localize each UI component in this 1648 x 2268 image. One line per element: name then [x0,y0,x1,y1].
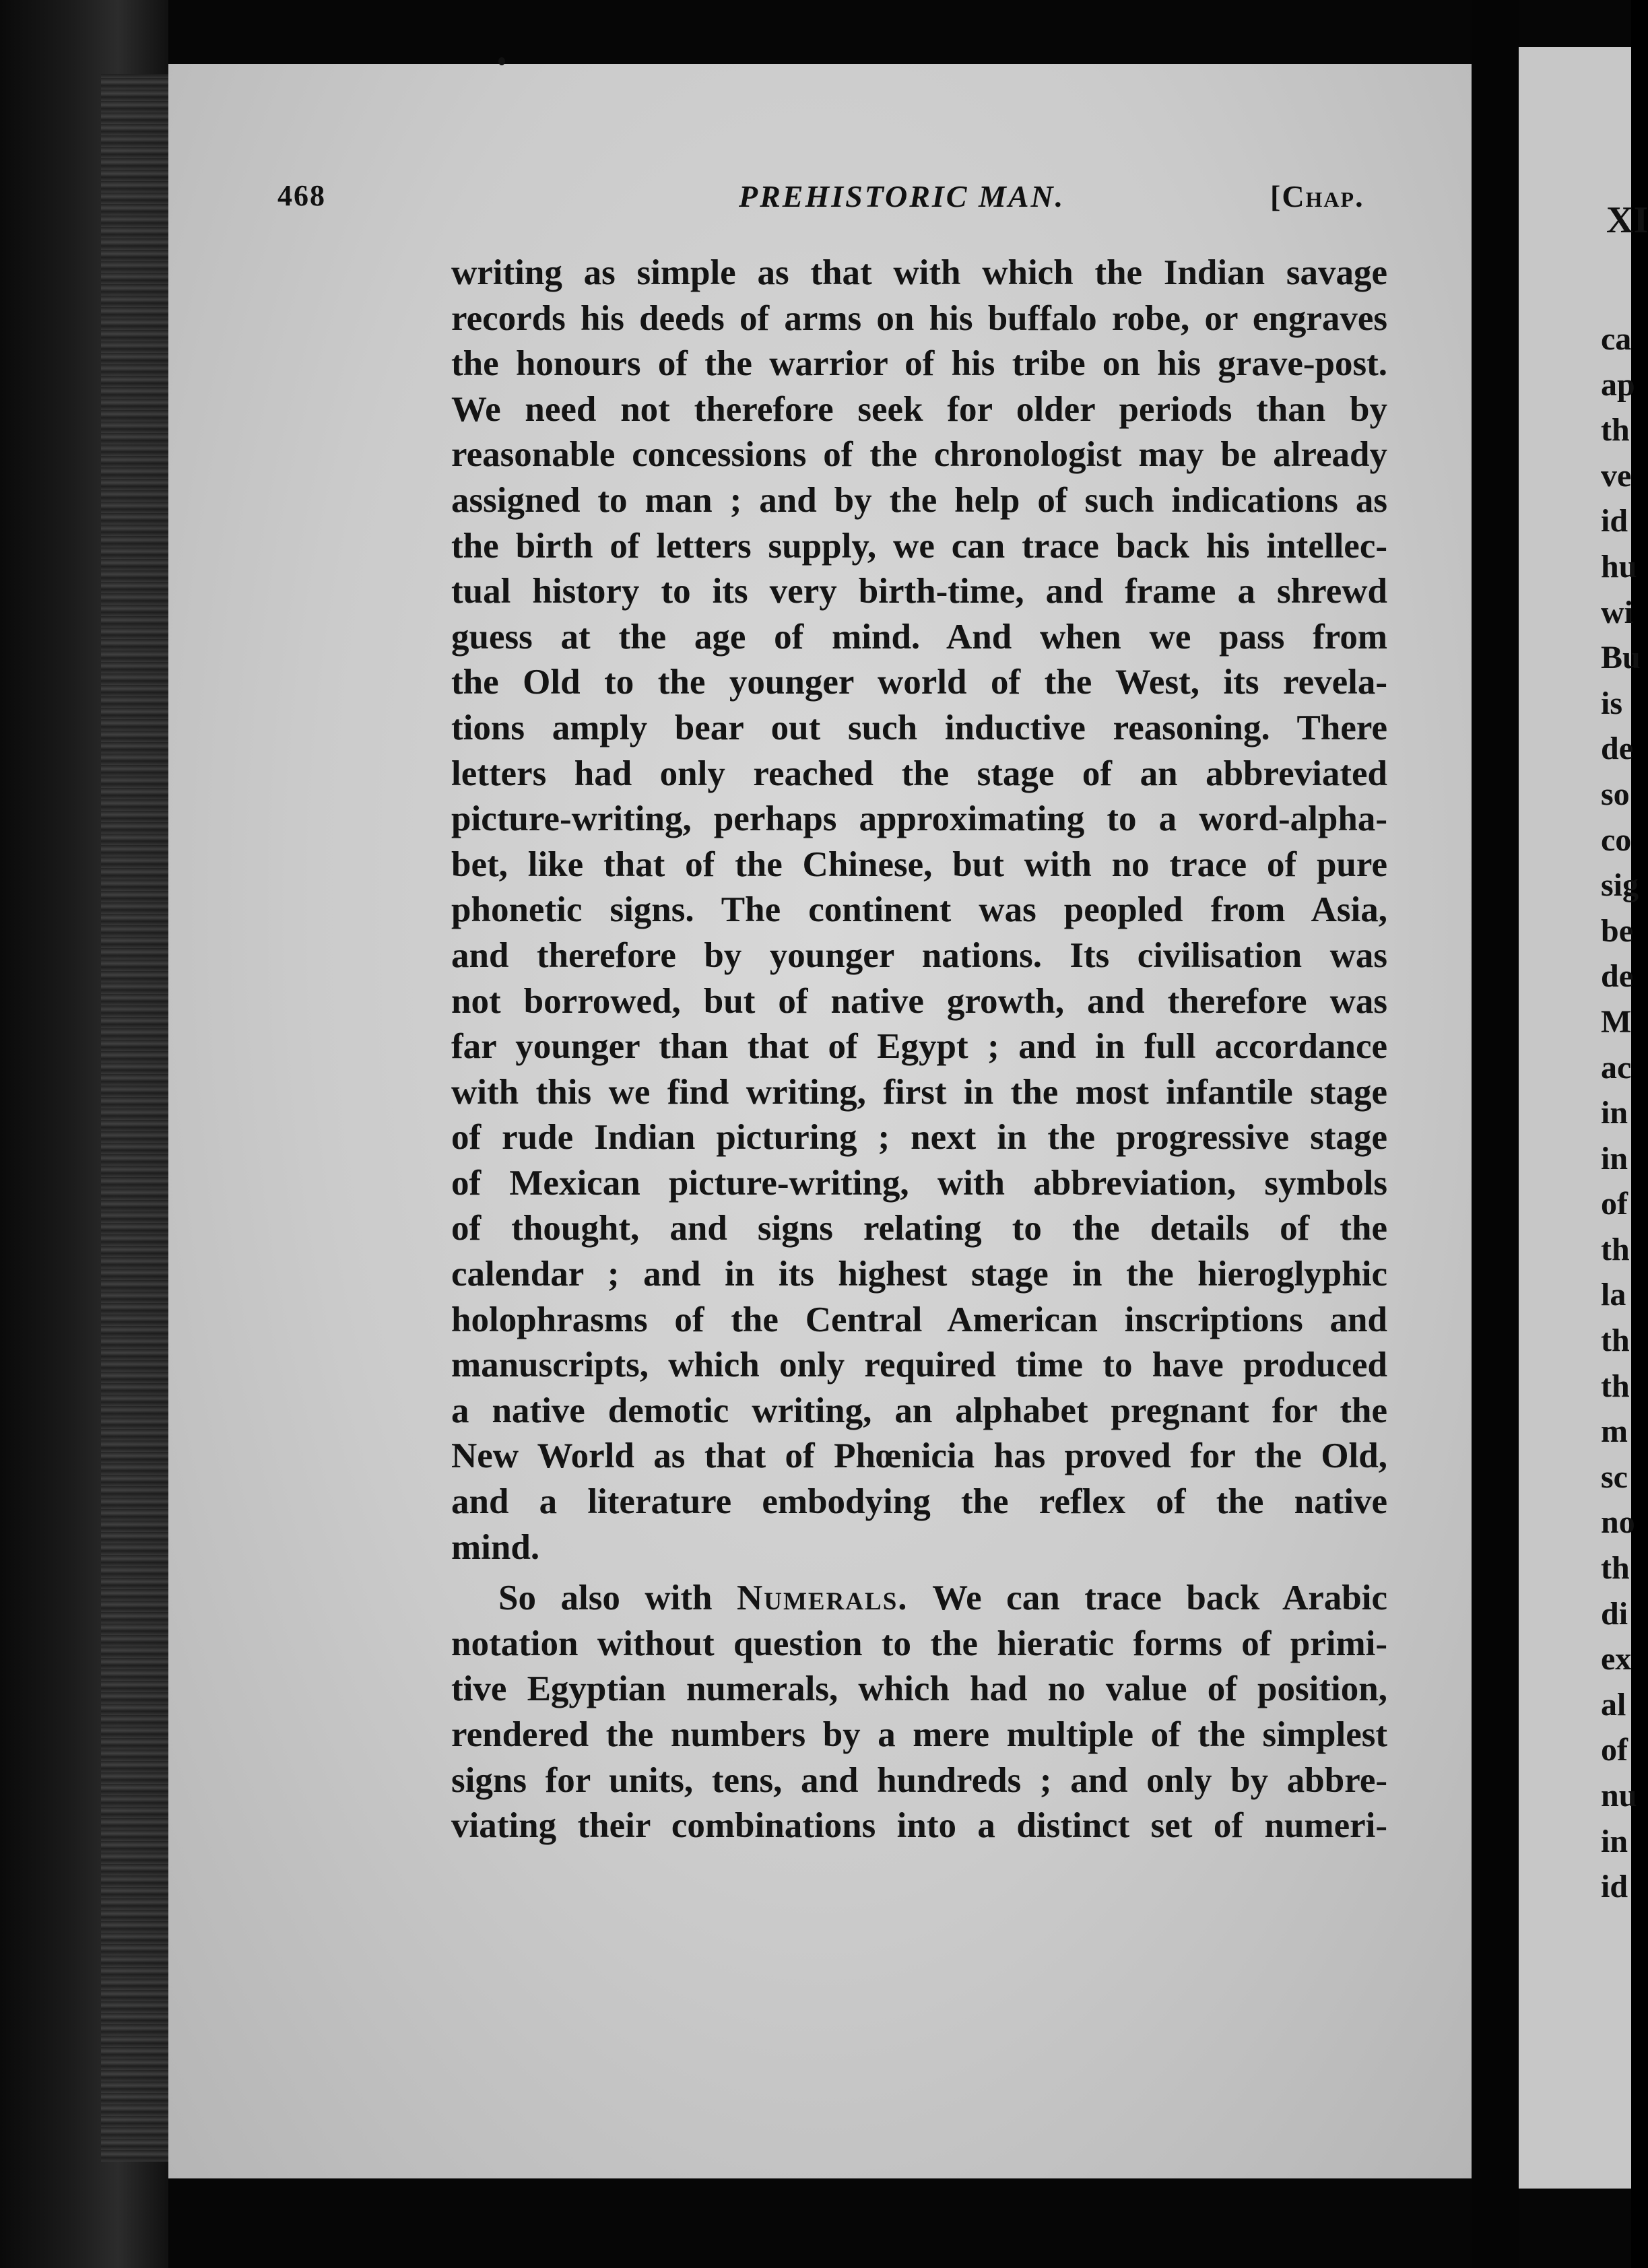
facing-page-fragment: id [1601,1869,1628,1905]
facing-page-fragment: M [1601,1003,1632,1040]
text-line: of Mexican picture-writing, with abbreviation, symbols [451,1163,1387,1203]
text-line: picture-writing, perhaps approximating to a word-alpha- [451,799,1387,839]
numerals-heading: Numerals. [736,1578,909,1618]
text-line: mind. [451,1527,540,1567]
facing-page-fragment: of [1601,1186,1628,1222]
text-line: reasonable concessions of the chronologist may be already [451,435,1387,475]
text-line: not borrowed, but of native growth, and therefore was [451,981,1387,1021]
facing-page-fragment: is [1601,685,1623,721]
chapter-marker: [Chap. [1270,179,1364,213]
running-head [277,178,1382,226]
facing-page-fragment: ca [1601,321,1632,357]
page-number: 468 [277,179,326,212]
facing-page-fragment: de [1601,958,1633,995]
facing-page-fragment: th [1601,1323,1630,1359]
facing-page-fragment: hu [1601,548,1637,585]
facing-page-fragment: co [1601,822,1632,858]
text-line: We need not therefore seek for older periods than by [451,389,1387,429]
facing-page-fragment: wi [1601,594,1633,630]
text-line: notation without question to the hieratic forms of primi- [451,1624,1387,1663]
text-line: manuscripts, which only required time to have produced [451,1345,1387,1385]
text-line: New World as that of Phœnicia has proved for the Old, [451,1436,1387,1476]
text-line: So also with Numerals. We can trace back Arabic [498,1578,1387,1618]
text-line: signs for units, tens, and hundreds ; and only by abbre- [451,1760,1387,1800]
text-line: tive Egyptian numerals, which had no value of position, [451,1669,1387,1709]
text-line: records his deeds of arms on his buffalo robe, or engraves [451,298,1387,338]
facing-page-header: XI [1606,199,1648,241]
text-line: with this we find writing, first in the most infantile stage [451,1072,1387,1112]
paragraph-1 [451,251,1387,1570]
facing-page-fragment: th [1601,1368,1630,1404]
facing-page-fragment: di [1601,1595,1628,1632]
facing-page-fragment: th [1601,1231,1630,1267]
facing-page-fragment: sig [1601,867,1639,904]
facing-page-fragment: th [1601,1550,1630,1587]
facing-page-fragment: no [1601,1504,1635,1541]
page-edges [101,74,168,2162]
gutter [1472,0,1519,2268]
text-line: and therefore by younger nations. Its civilisation was [451,935,1387,975]
facing-page-fragment: be [1601,912,1633,949]
ink-speck [498,57,505,65]
facing-page-fragment: ex [1601,1641,1632,1677]
text-line: viating their combinations into a distinct set of numeri- [451,1806,1387,1846]
facing-page-fragment: ap [1601,366,1635,403]
facing-page-fragment: of [1601,1732,1628,1768]
facing-page-fragment: m [1601,1413,1628,1450]
body-text [451,251,1387,1849]
text-line: and a literature embodying the reflex of the native [451,1482,1387,1522]
text-line: a native demotic writing, an alphabet pregnant for the [451,1391,1387,1430]
facing-page-fragment: de [1601,731,1633,767]
running-title: PREHISTORIC MAN. [739,179,1065,213]
text-line: of rude Indian picturing ; next in the progressive stage [451,1118,1387,1158]
facing-page-fragments [1601,316,1641,1910]
facing-page-fragment: in [1601,1140,1628,1176]
facing-page-fragment: ve [1601,457,1632,494]
facing-page [1519,47,1648,2189]
facing-page-fragment: th [1601,412,1630,448]
facing-page-fragment: la [1601,1277,1626,1313]
text-line: phonetic signs. The continent was peopled from Asia, [451,890,1387,930]
text-line: writing as simple as that with which the Indian savage [451,253,1387,292]
text-line: the Old to the younger world of the West, its revela- [451,663,1387,702]
text-line: rendered the numbers by a mere multiple of the simplest [451,1715,1387,1754]
text-line: holophrasms of the Central American inscriptions and [451,1300,1387,1339]
facing-page-fragment: ac [1601,1049,1632,1086]
facing-page-fragment: in [1601,1095,1628,1131]
facing-page-fragment: so [1601,776,1630,812]
paragraph-2 [451,1576,1387,1849]
text-line: letters had only reached the stage of an abbreviated [451,754,1387,793]
text-line: the honours of the warrior of his tribe on his grave-post. [451,344,1387,384]
text-line: the birth of letters supply, we can trace back his intellec- [451,526,1387,566]
text-line: far younger than that of Egypt ; and in full accordance [451,1027,1387,1067]
facing-page-fragment: Bu [1601,640,1641,676]
facing-page-fragment: id [1601,503,1628,539]
text-line: bet, like that of the Chinese, but with no trace of pure [451,844,1387,884]
facing-page-fragment: nu [1601,1778,1637,1813]
facing-page-fragment: in [1601,1823,1628,1859]
text-line: tions amply bear out such inductive reasoning. There [451,708,1387,747]
text-line: calendar ; and in its highest stage in the hieroglyphic [451,1255,1387,1294]
facing-page-fragment: sc [1601,1459,1628,1495]
text-line: of thought, and signs relating to the details of the [451,1209,1387,1248]
text-line: guess at the age of mind. And when we pass from [451,617,1387,657]
text-line: assigned to man ; and by the help of such indications as [451,480,1387,520]
text-line: tual history to its very birth-time, and frame a shrewd [451,572,1387,611]
facing-page-fragment: al [1601,1686,1626,1723]
